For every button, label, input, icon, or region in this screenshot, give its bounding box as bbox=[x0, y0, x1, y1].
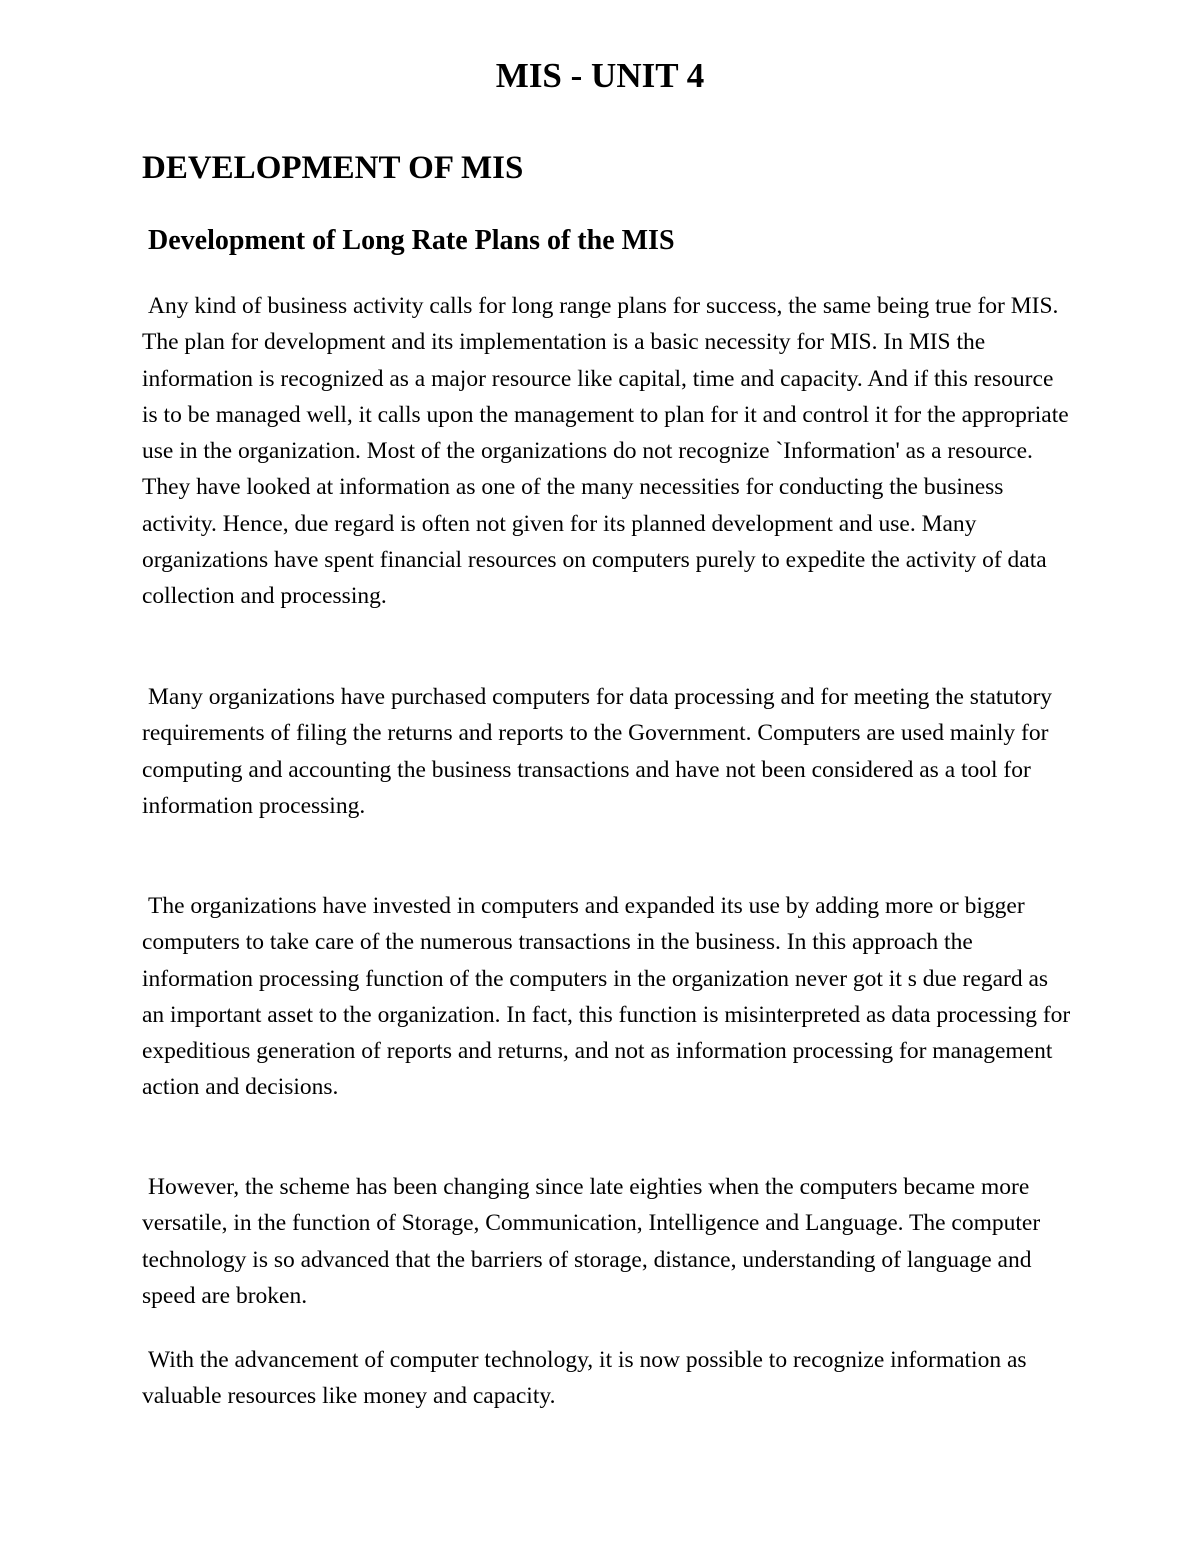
section-heading: DEVELOPMENT OF MIS bbox=[142, 150, 524, 186]
paragraph-2: Many organizations have purchased computers for data processing and for meeting the statutory requirements of filing the returns and reports to the Government. Computers are used mainly for computing and accounting the business transactions and have not been considered as a tool for information processing. bbox=[142, 684, 1053, 819]
paragraph-3: The organizations have invested in computers and expanded its use by adding more or bigger computers to take care of the numerous transactions in the business. In this approach the information processing function of the computers in the organization never got it s due regard as an important asset to the organization. In fact, this function is misinterpreted as data processing for expeditious generation of reports and returns, and not as information processing for management action and decisions. bbox=[142, 893, 1071, 1101]
subheading: Development of Long Rate Plans of the MIS bbox=[148, 225, 675, 256]
paragraph-5: With the advancement of computer technology, it is now possible to recognize information as valuable resources like money and capacity. bbox=[142, 1347, 1027, 1410]
paragraph-1: Any kind of business activity calls for long range plans for success, the same being true for MIS. The plan for development and its implementation is a basic necessity for MIS. In MIS the information is recognized as a major resource like capital, time and capacity. And if this resource is to be managed well, it calls upon the management to plan for it and control it for the appropriate use in the organization. Most of the organizations do not recognize `Information' as a resource. They have looked at information as one of the many necessities for conducting the business activity. Hence, due regard is often not given for its planned development and use. Many organizations have spent financial resources on computers purely to expedite the activity of data collection and processing. bbox=[142, 293, 1069, 610]
document-title: MIS - UNIT 4 bbox=[495, 56, 705, 95]
paragraph-4: However, the scheme has been changing since late eighties when the computers became more versatile, in the function of Storage, Communication, Intelligence and Language. The computer technology is so advanced that the barriers of storage, distance, understanding of language and speed are broken. bbox=[142, 1174, 1041, 1309]
